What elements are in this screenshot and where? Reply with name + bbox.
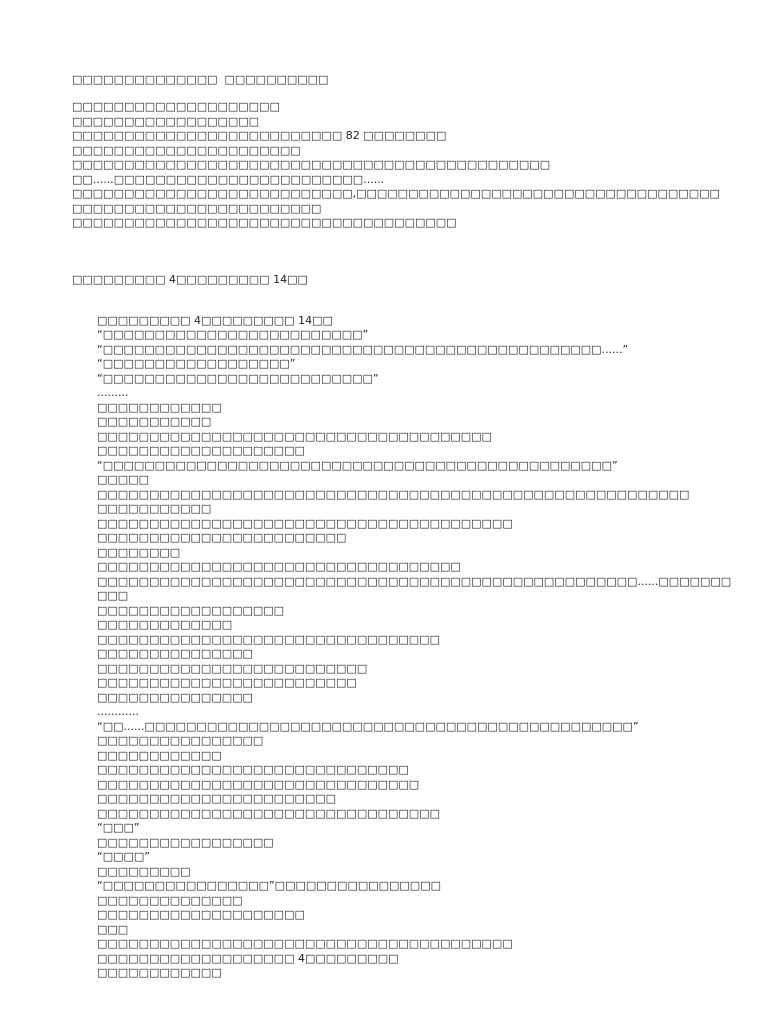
text-line: □□□□□□□□□□□□□□□□□□□□□□□□□□□□□□□ (97, 777, 420, 791)
text-line: □□□ (97, 589, 129, 602)
text-line: □□□□□□□□ (97, 545, 181, 559)
text-line: □□□□□□□□□□□□□□□□□□□□□□□□□□□□□□□□□□□□□□□□□□□□□□ (72, 158, 551, 171)
text-line: □□□□□□□□□□□□□□□□□□□□□□□□□□□□□□□□□□□□□□□□ (97, 516, 513, 530)
text-line: “□□□□□□□□□□□□□□□□□□□□□□□□□” (97, 328, 369, 341)
text-line: □□□□□□□□□□□□□□□ (97, 690, 253, 704)
text-line: □□□□□□□□□ 4□□□□□□□□□ 14□□ (97, 313, 333, 327)
text-line: □□□□□□□□□□□□□□□□□□□□□□□□□□ 82 □□□□□□□□ (72, 129, 447, 142)
text-line: “□□□” (97, 821, 140, 834)
section-block (72, 247, 731, 1007)
text-line: □□□□□□□□□□□□□□□□□□□□□□□□□□□□□□□□□ (97, 632, 440, 646)
text-line: □□□□□□□□□□□□□□ (97, 893, 243, 907)
text-line: □□□□□□□□□□□□□ (97, 618, 233, 631)
text-line: □□□□□□□□□□□□□□□□□ (97, 835, 274, 849)
text-line: □□......□□□□□□□□□□□□□□□□□□□□□□□□...... (72, 172, 385, 186)
text-line: □□□□□□□□□□□□□□□□□□□□□□□□□□□□□□□□□□□□□□□□□□□□□□□□□□□□□□□□□ (97, 487, 690, 501)
text-line: □□□□□□□□□□□□□□□□□□□□□□□□□□□□□□□□□□□□□□□□ (97, 937, 513, 950)
section-body (72, 314, 731, 981)
text-line: “□□□□□□□□□□□□□□□□□□□□□□□□□□” (97, 371, 379, 385)
text-line: □□□□□□□□□□□□□□□□□□□ 4□□□□□□□□□ (97, 951, 399, 965)
text-line: □□□□□□□□□□□□□□□□□□□□ (72, 100, 280, 113)
text-line: □□□□□□□□□□□□ (97, 966, 222, 979)
text-line: □□□□□□□□□□□□□□□□□□□□□□□□□□□,□□□□□□□□□□□□□□□□□□□□□□□□□□□□□□□□□□□ (72, 187, 720, 200)
section-heading: □□□□□□□□□ 4□□□□□□□□□ 14□□ (72, 273, 308, 286)
intro-paragraph (72, 100, 720, 231)
text-line: “□□□□□□□□□□□□□□□□”□□□□□□□□□□□□□□□□ (97, 879, 441, 892)
text-line: ......... (97, 386, 129, 399)
text-line: □□□□□□□□□□□□□□□□□□□□□□□□ (72, 201, 322, 215)
text-line: “□□□□□□□□□□□□□□□□□□□□□□□□□□□□□□□□□□□□□□□□□□□□□□□□......” (97, 342, 629, 356)
text-line: □□□□□□□□□□□□□□□□□□□□□□□□□□□□□□□□□□□□□□□□□□□□□□□□□□□□......□□□□□□□ (97, 574, 732, 588)
text-line: □□□□□□□□□□□□□□□□□□□□□□□□ (97, 531, 347, 544)
text-line: □□□□□□□□□□□□□□□□ (97, 734, 264, 747)
text-line: □□□□□□□□□□□□□□□□□□□□□□□ (97, 792, 337, 805)
text-line: □□□□□□□□□□□□□□□□□□□□ (97, 444, 305, 457)
text-line: □□□□□□□□□□□□□□□ (97, 647, 253, 660)
text-line: □□□□□□□□□□□□□□□□□□□□□□□□□□□□□□□□□□□□□□ (97, 429, 492, 443)
text-line: □□□□□□□□□□□□ (97, 400, 222, 414)
text-line: □□□□□□□□□□□□□□□□□□□□□□ (72, 143, 301, 157)
text-line: □□□□□□□□□□□□□□□□□□□□□□□□□□□□□□□□□ (97, 806, 440, 820)
text-line: ............ (97, 705, 139, 718)
text-line: □□□□□□□□□ (97, 864, 191, 878)
text-line: □□□□□□□□□□□□□□□□□□□□ (97, 908, 305, 921)
text-line: “□□□□□□□□□□□□□□□□□□□□□□□□□□□□□□□□□□□□□□□□□□□□□□□□□” (97, 458, 618, 472)
text-line: “□□□□” (97, 850, 150, 863)
text-line: □□□□□□□□□□□□□□□□□□ (97, 603, 285, 617)
text-line: □□□□□□□□□□□ (97, 415, 212, 428)
document-title: □□□□□□□□□□□□□□ □□□□□□□□□□ (72, 73, 329, 86)
text-line: □□□□□□□□□□□□□□□□□□□□□□□□□ (97, 676, 357, 689)
text-line: □□□□□□□□□□□□□□□□□□□□□□□□□□□□□□ (97, 763, 409, 776)
text-line: “□□□□□□□□□□□□□□□□□□” (97, 357, 296, 370)
text-line: □□□□□□□□□□□ (97, 502, 212, 515)
text-line: □□□□□□□□□□□□□□□□□□□□□□□□□□ (97, 661, 368, 675)
text-line: □□□□□□□□□□□□□□□□□□□□□□□□□□□□□□□□□□□□□ (72, 216, 457, 229)
text-line: □□□□□ (97, 473, 149, 486)
text-line: □□□□□□□□□□□□□□□□□□□□□□□□□□□□□□□□□□□ (97, 560, 461, 573)
text-line: □□□ (97, 922, 129, 936)
text-line: □□□□□□□□□□□□ (97, 748, 222, 762)
text-line: □□□□□□□□□□□□□□□□□□ (72, 114, 260, 128)
text-line: “□□......□□□□□□□□□□□□□□□□□□□□□□□□□□□□□□□□□□□□□□□□□□□□□□□” (97, 719, 639, 733)
